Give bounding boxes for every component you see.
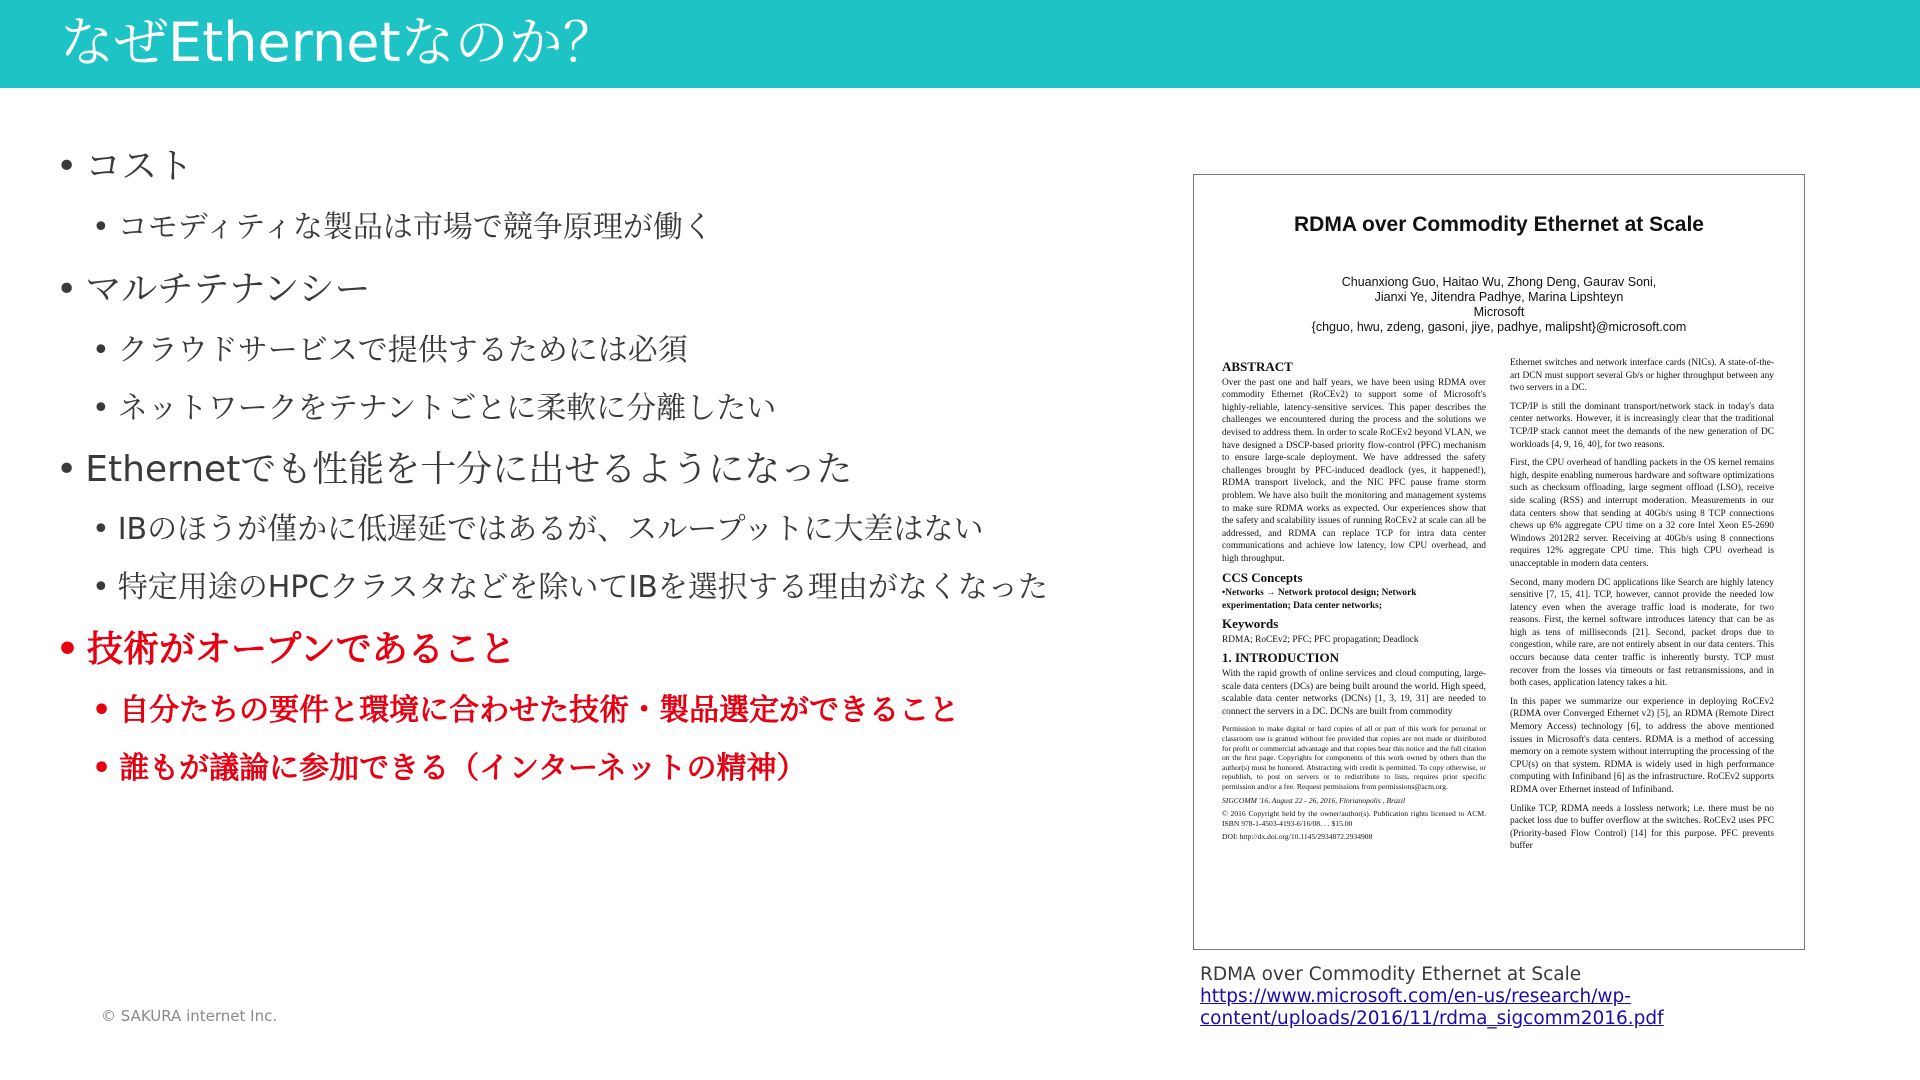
bullet-item <box>92 512 984 548</box>
bullet-item <box>92 391 776 427</box>
bullet-dot: • <box>92 210 110 245</box>
paper-url-link[interactable] <box>1200 986 1664 1030</box>
paper-thumbnail <box>1193 174 1805 950</box>
bullet-text: コスト <box>85 146 194 187</box>
abstract-text: Over the past one and half years, we have been using RDMA over commodity Ethernet (RoCEv2) to support some of Microsoft's highly-reliable, latency-sensitive services. This paper describes the challenges we encountered during the process and the solutions we devised to address them. In order to scale RoCEv2 beyond VLAN, we have designed a DSCP-based priority flow-control (PFC) mechanism to ensure large-scale deployment. We have addressed the safety challenges brought by PFC-induced deadlock (yes, it happened!), RDMA transport livelock, and the NIC PFC pause frame storm problem. We have also built the monitoring and management systems to make sure RDMA works as expected. Our experiences show that the safety and scalability issues of running RoCEv2 at scale can all be addressed, and RDMA can replace TCP for intra data center communications and achieve low latency, low CPU overhead, and high throughput. <box>1222 377 1486 564</box>
paper-paragraph: TCP/IP is still the dominant transport/network stack in today's data center networks. However, it is increasingly clear that the traditional TCP/IP stack cannot meet the demands of the new generation of DC workloads [4, 9, 16, 40], for two reasons. <box>1510 401 1774 450</box>
bullet-item <box>92 333 688 369</box>
bullet-item-highlight <box>92 751 807 787</box>
intro-heading: 1. INTRODUCTION <box>1222 650 1340 666</box>
bullet-dot: • <box>56 269 78 310</box>
paper-affiliation: Microsoft <box>1473 305 1525 319</box>
paper-paragraph: In this paper we summarize our experience in deploying RoCEv2 (RDMA over Converged Ethernet v2) [5], an RDMA (Remote Direct Memory Access) technology [6], to address the above mentioned issues in Microsoft's data centers. RDMA is a method of accessing memory on a remote system without interrupting the processing of the CPU(s) on that system. RDMA is widely used in high performance computing with Infiniband [6] as the infrastructure. RoCEv2 supports RDMA over Ethernet instead of Infiniband. <box>1510 696 1775 795</box>
bullet-item-highlight <box>92 693 959 729</box>
paper-authors-line: Jianxi Ye, Jitendra Padhye, Marina Lipshteyn <box>1374 290 1624 304</box>
keywords-text: RDMA; RoCEv2; PFC; PFC propagation; Deadlock <box>1222 634 1419 645</box>
paper-paragraph: Unlike TCP, RDMA needs a lossless network; i.e. there must be no packet loss due to buffer overflow at the switches. RoCEv2 uses PFC (Priority-based Flow Control) [14] for this purpose. PFC prevents buffer <box>1510 803 1774 852</box>
copyright-notice: © 2016 Copyright held by the owner/author(s). Publication rights licensed to ACM. ISBN 978-1-4503-4193-6/16/08. . . $15.00 <box>1222 809 1486 828</box>
caption-title: RDMA over Commodity Ethernet at Scale <box>1200 964 1582 985</box>
title-bar <box>0 0 1920 88</box>
permission-text: Permission to make digital or hard copies of all or part of this work for personal or classroom use is granted without fee provided that copies are not made or distributed for profit or commercial advantage and that copies bear this notice and the full citation on the first page. Copyrights for components of this work owned by others than the author(s) must be honored. Abstracting with credit is permitted. To copy otherwise, or republish, to post on servers or to redistribute to lists, requires prior specific permission and/or a fee. Request permissions from permissions@acm.org. <box>1222 724 1486 791</box>
bullet-dot: • <box>56 629 80 670</box>
bullet-text: コモディティな製品は市場で競争原理が働く <box>117 210 713 245</box>
paper-paragraph: First, the CPU overhead of handling packets in the OS kernel remains high, despite enabling numerous hardware and software optimizations such as checksum offloading, large segment offload (LSO), receive side scaling (RSS) and interrupt moderation. Measurements in our data centers show that sending at 40Gb/s using 8 TCP connections chews up 6% aggregate CPU time on a 32 core Intel Xeon E5-2690 Windows 2012R2 server. Receiving at 40Gb/s using 8 connections requires 12% aggregate CPU time. This high CPU overhead is unacceptable in modern data centers. <box>1510 458 1774 569</box>
bullet-item <box>92 570 1048 606</box>
bullet-item <box>56 145 193 188</box>
bullet-text: 特定用途のHPCクラスタなどを除いてIBを選択する理由がなくなった <box>117 570 1048 605</box>
bullet-text: マルチテナンシー <box>85 269 371 310</box>
bullet-dot: • <box>92 512 110 547</box>
bullet-item <box>56 448 852 491</box>
bullet-text: 自分たちの要件と環境に合わせた技術・製品選定ができること <box>119 693 960 728</box>
bullet-item-highlight <box>56 628 516 671</box>
bullet-text: 技術がオープンであること <box>87 629 516 670</box>
paper-left-column <box>1222 357 1486 846</box>
bullet-dot: • <box>92 751 112 786</box>
bullet-text: 誰もが議論に参加できる（インターネットの精神） <box>119 751 807 786</box>
bullet-item <box>56 268 371 311</box>
bullet-text: ネットワークをテナントごとに柔軟に分離したい <box>117 391 777 426</box>
ccs-heading: CCS Concepts <box>1222 569 1303 585</box>
ccs-text: •Networks → Network protocol design; Network experimentation; Data center networks; <box>1222 588 1417 611</box>
keywords-heading: Keywords <box>1222 616 1279 632</box>
bullet-item <box>92 210 713 246</box>
footer-copyright: © SAKURA internet Inc. <box>101 1007 278 1025</box>
abstract-heading: ABSTRACT <box>1222 359 1293 374</box>
paper-title: RDMA over Commodity Ethernet at Scale <box>1294 213 1704 236</box>
bullet-dot: • <box>92 333 110 368</box>
url-line: content/uploads/2016/11/rdma_sigcomm2016.pdf <box>1200 1008 1664 1029</box>
intro-text: With the rapid growth of online services and cloud computing, large-scale data centers (DCs) are being built around the world. High speed, scalable data center networks (DCNs) [1, 3, 19, 31] are needed to connect the servers in a DC. DCNs are built from commodity <box>1222 669 1486 717</box>
paper-paragraph: Second, many modern DC applications like Search are highly latency sensitive [7, 15, 41]. TCP, however, cannot provide the needed low latency even when the average traffic load is moderate, for two reasons. First, the kernel software introduces latency that can be as high as tens of milliseconds [21]. Second, packet drops due to congestion, while rare, are not entirely absent in our data centers. This occurs because data center traffic is inherently bursty. TCP must recover from the losses via timeouts or fast retransmissions, and in both cases, application latency takes a hit. <box>1510 577 1774 689</box>
paper-authors <box>1194 275 1804 335</box>
bullet-dot: • <box>92 391 110 426</box>
url-line: https://www.microsoft.com/en-us/research/wp- <box>1200 986 1631 1007</box>
bullet-dot: • <box>56 146 78 187</box>
bullet-dot: • <box>92 570 110 605</box>
bullet-text: クラウドサービスで提供するためには必須 <box>117 333 688 368</box>
paper-right-column <box>1510 357 1774 859</box>
page-title: なぜEthernetなのか？ <box>60 11 617 74</box>
bullet-text: IBのほうが僅かに低遅延ではあるが、スループットに大差はない <box>117 512 984 547</box>
paper-paragraph: Ethernet switches and network interface cards (NICs). A state-of-the-art DCN must support several Gb/s or higher throughput between any two servers in a DC. <box>1510 358 1774 394</box>
doi: DOI: http://dx.doi.org/10.1145/2934872.2934908 <box>1222 832 1373 842</box>
conference-info: SIGCOMM '16, August 22 - 26, 2016, Florianopolis , Brazil <box>1222 795 1406 805</box>
bullet-text: Ethernetでも性能を十分に出せるようになった <box>85 449 853 490</box>
paper-emails: {chguo, hwu, zdeng, gasoni, jiye, padhye, malipsht}@microsoft.com <box>1311 320 1687 334</box>
bullet-dot: • <box>92 693 112 728</box>
paper-authors-line: Chuanxiong Guo, Haitao Wu, Zhong Deng, Gaurav Soni, <box>1341 275 1657 289</box>
paper-caption <box>1200 964 1664 1030</box>
bullet-dot: • <box>56 449 78 490</box>
